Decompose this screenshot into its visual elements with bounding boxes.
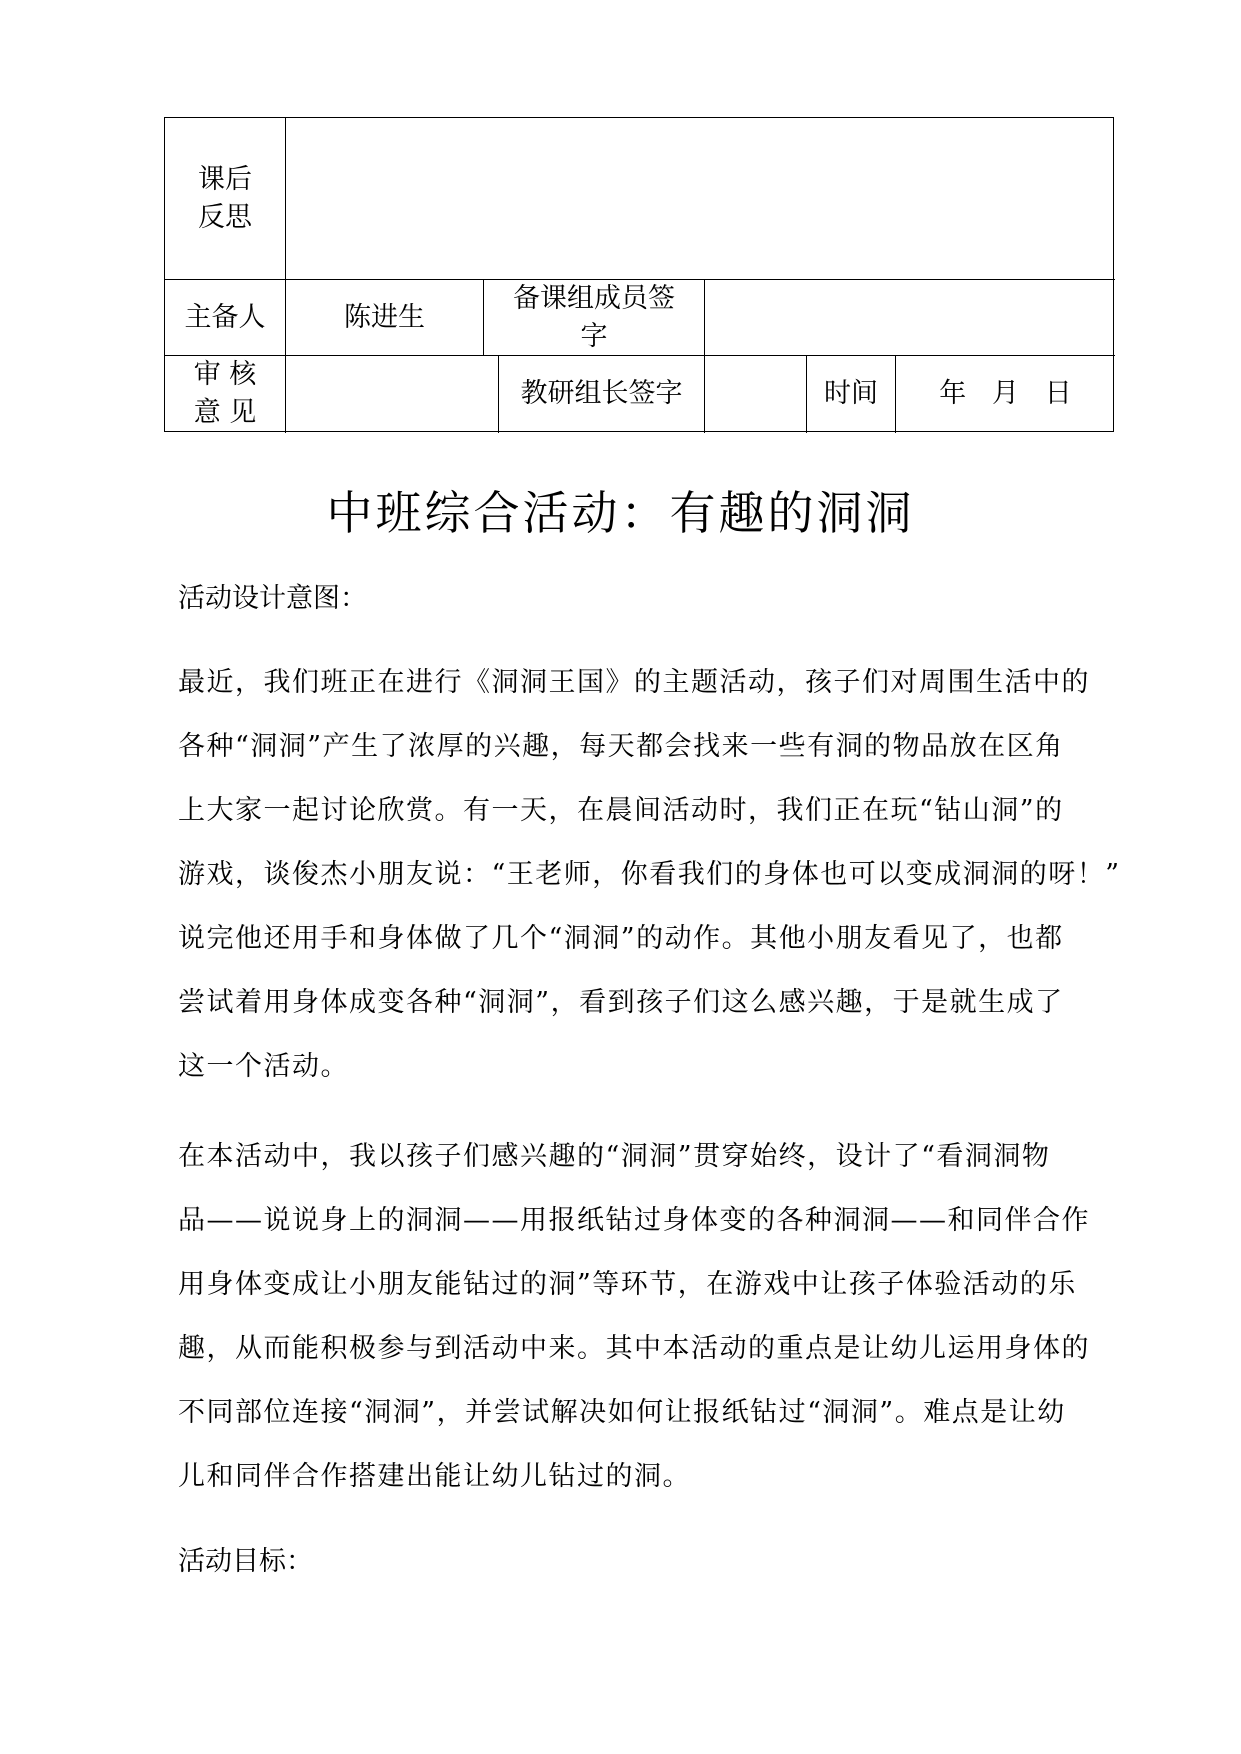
paragraph-2	[178, 1125, 1138, 1509]
group-members-label-line1: 备课组成员签	[513, 283, 675, 314]
paragraph-line: 不同部位连接“洞洞”，并尝试解决如何让报纸钻过“洞洞”。难点是让幼	[178, 1397, 1066, 1428]
design-intent-heading	[178, 567, 1138, 631]
review-label-line1: 审 核	[193, 359, 257, 390]
heading-text: 活动设计意图：	[178, 583, 367, 614]
review-label-line2: 意 见	[193, 397, 257, 428]
lesson-form-table	[164, 117, 1114, 432]
lead-preparer-label: 主备人	[184, 302, 266, 333]
heading-text: 活动目标：	[178, 1546, 313, 1577]
group-members-signature-field[interactable]	[705, 280, 1114, 355]
paragraph-line: 趣，从而能积极参与到活动中来。其中本活动的重点是让幼儿运用身体的	[178, 1333, 1090, 1364]
lead-preparer-value: 陈进生	[344, 302, 425, 333]
reflection-label-line2: 反思	[198, 202, 252, 233]
paragraph-line: 儿和同伴合作搭建出能让幼儿钻过的洞。	[178, 1461, 691, 1492]
time-label: 时间	[824, 378, 878, 409]
paragraph-line: 上大家一起讨论欣赏。有一天，在晨间活动时，我们正在玩“钻山洞”的	[178, 795, 1064, 826]
goals-heading	[178, 1530, 1138, 1594]
reflection-label-line1: 课后	[198, 164, 252, 195]
group-members-label-line2: 字	[580, 321, 608, 352]
leader-signature-field[interactable]	[705, 356, 806, 433]
paragraph-line: 最近，我们班正在进行《洞洞王国》的主题活动，孩子们对周围生活中的	[178, 667, 1090, 698]
paragraph-line: 尝试着用身体成变各种“洞洞”，看到孩子们这么感兴趣，于是就生成了	[178, 987, 1064, 1018]
paragraph-line: 品——说说身上的洞洞——用报纸钻过身体变的各种洞洞——和同伴合作	[178, 1205, 1090, 1236]
paragraph-line: 游戏，谈俊杰小朋友说：“王老师，你看我们的身体也可以变成洞洞的呀！”	[178, 859, 1121, 890]
reflection-label	[165, 161, 285, 237]
date-field[interactable]: 年 月 日	[939, 378, 1072, 409]
group-members-label	[484, 280, 704, 356]
paragraph-line: 各种“洞洞”产生了浓厚的兴趣，每天都会找来一些有洞的物品放在区角	[178, 731, 1064, 762]
review-label	[165, 356, 285, 432]
document-title: 中班综合活动：有趣的洞洞	[326, 486, 915, 540]
paragraph-line: 这一个活动。	[178, 1051, 349, 1082]
paragraph-1	[178, 651, 1138, 1099]
paragraph-line: 用身体变成让小朋友能钻过的洞”等环节，在游戏中让孩子体验活动的乐	[178, 1269, 1077, 1300]
paragraph-line: 说完他还用手和身体做了几个“洞洞”的动作。其他小朋友看见了，也都	[178, 923, 1064, 954]
leader-signature-label: 教研组长签字	[520, 378, 683, 409]
review-field[interactable]	[286, 356, 498, 433]
paragraph-line: 在本活动中，我以孩子们感兴趣的“洞洞”贯穿始终，设计了“看洞洞物	[178, 1141, 1051, 1172]
reflection-field[interactable]	[286, 118, 1114, 278]
